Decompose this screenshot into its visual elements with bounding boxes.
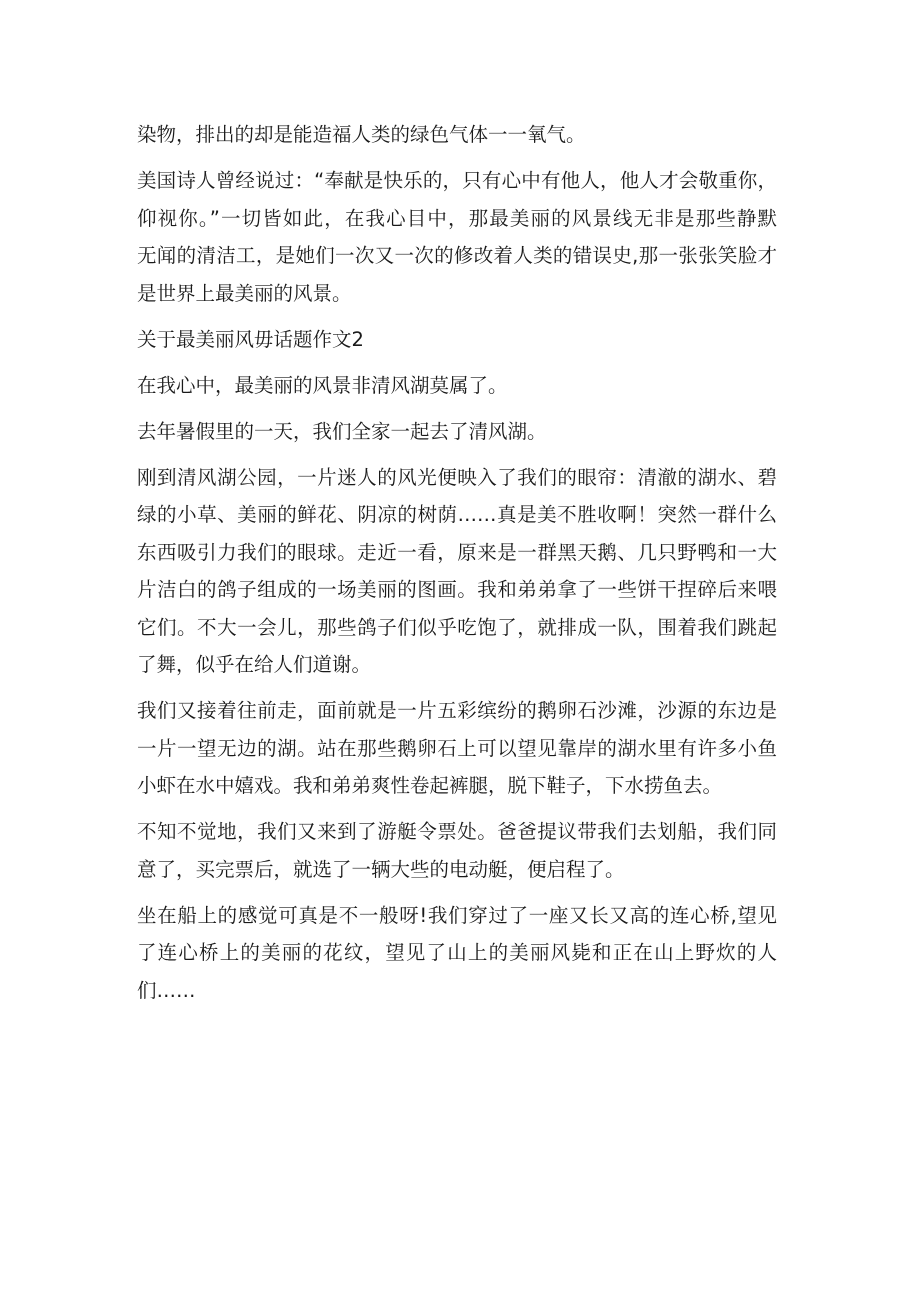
text-line: 去年暑假里的一天，我们全家一起去了清风湖。 — [137, 419, 547, 443]
text-line: 意了，买完票后，就选了一辆大些的电动艇，便启程了。 — [137, 857, 625, 881]
paragraph — [137, 162, 777, 312]
text-line: 了舞，似乎在给人们道谢。 — [137, 653, 372, 676]
text-line: 绿的小草、美丽的鲜花、阴凉的树荫……真是美不胜收啊！突然一群什么 — [137, 503, 777, 526]
paragraph — [137, 367, 777, 405]
text-line: 们…… — [137, 978, 196, 1002]
text-line: 美国诗人曾经说过：“奉献是快乐的，只有心中有他人，他人才会敬重你， — [137, 169, 777, 192]
paragraph — [137, 897, 777, 1010]
text-line: 小虾在水中嬉戏。我和弟弟爽性卷起裤腿，脱下鞋子，下水捞鱼去。 — [137, 774, 723, 797]
text-line: 一片一望无边的湖。站在那些鹅卵石上可以望见靠岸的湖水里有许多小鱼 — [137, 736, 777, 760]
paragraph — [137, 459, 777, 684]
text-line: 不知不觉地，我们又来到了游艇令票处。爸爸提议带我们去划船，我们同 — [137, 820, 777, 843]
text-line: 是世界上最美丽的风景。 — [137, 281, 352, 305]
text-line: 它们。不大一会儿，那些鸽子们似乎吃饱了，就排成一队，围着我们跳起 — [137, 615, 777, 639]
text-line: 染物，排出的却是能造福人类的绿色气体一一氧气。 — [137, 123, 586, 146]
paragraph — [137, 116, 777, 154]
text-line: 仰视你。”一切皆如此，在我心目中，那最美丽的风景线无非是那些静默 — [137, 206, 777, 230]
paragraph — [137, 413, 777, 451]
paragraph — [137, 813, 777, 888]
essay-text — [137, 116, 777, 1018]
text-line: 无闻的清洁工，是她们一次又一次的修改着人类的错误史,那一张张笑脸才 — [137, 244, 777, 267]
paragraph — [137, 321, 777, 359]
text-line: 刚到清风湖公园，一片迷人的风光便映入了我们的眼帘：清澈的湖水、碧 — [137, 465, 777, 489]
text-line: 东西吸引力我们的眼球。走近一看，原来是一群黑天鹅、几只野鸭和一大 — [137, 540, 777, 564]
text-line: 坐在船上的感觉可真是不一般呀!我们穿过了一座又长又高的连心桥,望见 — [137, 903, 777, 927]
text-line: 在我心中，最美丽的风景非清风湖莫属了。 — [137, 373, 508, 397]
text-line: 关于最美丽风毋话题作文2 — [137, 327, 364, 351]
text-line: 我们又接着往前走，面前就是一片五彩缤纷的鹅卵石沙滩，沙源的东边是 — [137, 699, 777, 722]
text-line: 片洁白的鸽子组成的一场美丽的图画。我和弟弟拿了一些饼干捏碎后来喂 — [137, 578, 777, 601]
text-line: 了连心桥上的美丽的花纹，望见了山上的美丽风毙和正在山上野炊的人 — [137, 941, 777, 964]
paragraph — [137, 692, 777, 805]
